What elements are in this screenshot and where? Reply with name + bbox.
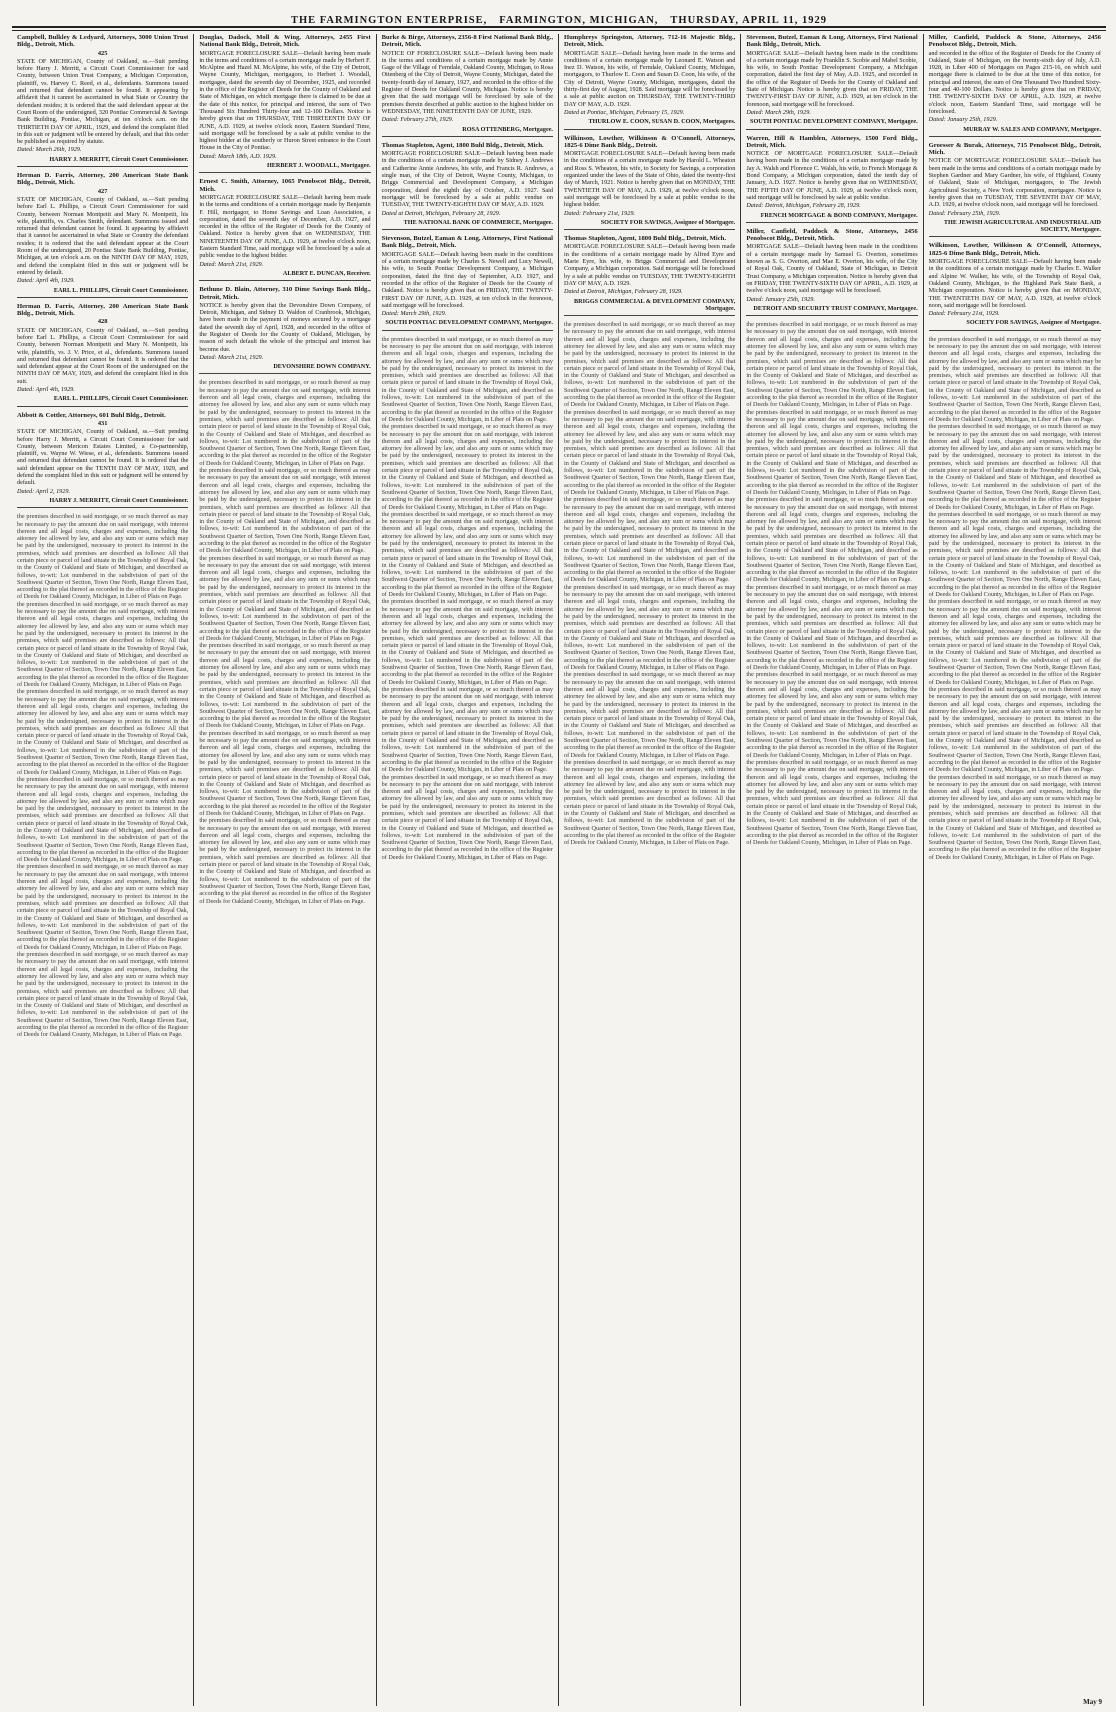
notice-date: Dated: March 26th, 1929.	[17, 146, 82, 154]
notice-continuation-text: the premises described in said mortgage, or so much thereof as may be necessary to pay the amount due on said mortgage, with interest thereon and all legal costs, charges and expenses, including the attorney fee allowed by law, and also any sum or sums which may be paid by the undersigned, necessary to protect its interest in the premises, which said premises are described as follows: All that certain piece or parcel of land situate in the Township of Royal Oak, in the County of Oakland and State of Michigan, and described as follows, to-wit: Lot numbered in the subdivision of part of the Southwest Quarter of Section, Town One North, Range Eleven East, according to the plat thereof as recorded in the office of the Register of Deeds for Oakland County, Michigan, in Liber of Plats on Page.	[563, 758, 736, 847]
notice-date: Dated at Pontiac, Michigan, February 15, 1929.	[563, 108, 685, 116]
notice-heading: Humphreys Springston, Attorney, 712-16 Majestic Bldg., Detroit, Mich.	[563, 34, 736, 49]
notice-signature: MURRAY W. SALES AND COMPANY, Mortgagee.	[963, 125, 1101, 133]
notice-date: Dated: February 21st, 1929.	[563, 209, 635, 217]
masthead-paper-name: THE FARMINGTON ENTERPRISE,	[291, 15, 488, 26]
notice-continuation-text: the premises described in said mortgage, or so much thereof as may be necessary to pay the amount due on said mortgage, with interest thereon and all legal costs, charges and expenses, including the attorney fee allowed by law, and also any sum or sums which may be paid by the undersigned, necessary to protect its interest in the premises, which said premises are described as follows: All that certain piece or parcel of land situate in the Township of Royal Oak, in the County of Oakland and State of Michigan, and described as follows, to-wit: Lot numbered in the subdivision of part of the Southwest Quarter of Section, Town One North, Range Eleven East, according to the plat thereof as recorded in the office of the Register of Deeds for Oakland County, Michigan, in Liber of Plats on Page.	[199, 729, 371, 817]
notice-heading: Burke & Birge, Attorneys, 2356-8 First National Bank Bldg., Detroit, Mich.	[381, 34, 553, 49]
notice-date: Dated: March 21st, 1929.	[199, 260, 264, 268]
notice-body: and recorded in the office of the Register of Deeds for the County of Oakland, State of Michigan, on the twenty-sixth day of July, A.D. 1928, in Liber 400 of Mortgages on Pages 215-16, on which said mortgage there is claimed to be due at the time of this notice, for principal and interest, the sum of One Thousand Two Hundred Sixty-four and 40-100 Dollars. Notice is hereby given that on FRIDAY, THE TWENTY-SIXTH DAY OF APRIL, A.D. 1929, at twelve o'clock noon, Eastern Standard Time, said mortgage will be foreclosed.	[928, 49, 1101, 115]
notice-signature: HARRY J. MERRITT, Circuit Court Commissioner.	[49, 496, 189, 504]
notice-continuation-text: the premises described in said mortgage, or so much thereof as may be necessary to pay the amount due on said mortgage, with interest thereon and all legal costs, charges and expenses, including the attorney fee allowed by law, and also any sum or sums which may be paid by the undersigned, necessary to protect its interest in the premises, which said premises are described as follows: All that certain piece or parcel of land situate in the Township of Royal Oak, in the County of Oakland and State of Michigan, and described as follows, to-wit: Lot numbered in the subdivision of part of the Southwest Quarter of Section, Town One North, Range Eleven East, according to the plat thereof as recorded in the office of the Register of Deeds for Oakland County, Michigan, in Liber of Plats on Page.	[746, 321, 918, 409]
legal-notice	[746, 135, 917, 223]
notice-body: STATE OF MICHIGAN, County of Oakland, ss.—Suit pending before Harry J. Merritt, a Circuit Court Commissioner for said County, between Union Trust Company, a Michigan Corporation, plaintiff, vs. Harvey C. Reed, et al., defendants. Summons issued and returned that defendant cannot be found. It appearing by affidavit that it cannot be ascertained in what State or Country the defendant resides; it is ordered that the said defendant appear at the Court Room of the undersigned, 320 Pontiac Commercial & Savings Bank Building, Pontiac, Michigan, at ten o'clock a.m. on the THIRTIETH DAY OF APRIL, 1929, and defend the complaint filed in this suit or judgment will be entered by default, and that this order be published as required by statute.	[17, 57, 189, 146]
legal-notice	[199, 34, 370, 173]
notice-body: MORTGAGE SALE—Default having been made in the conditions of a certain mortgage made by Franklin S. Scobie and Mabel Scobie, his wife, to South Pontiac Development Company, a Michigan corporation, dated the first day of May, A.D. 1925, and recorded in the office of the Register of Deeds for the County of Oakland and State of Michigan. Notice is hereby given that on FRIDAY, THE TWENTY-FIRST DAY OF JUNE, A.D. 1929, at ten o'clock in the forenoon, said mortgage will be foreclosed.	[746, 49, 918, 108]
notice-body: MORTGAGE FORECLOSURE SALE—Default having been made in the conditions of a certain mortgage made by Alfred Eyre and Marie Eyre, his wife, to Briggs Commercial and Development Company, a Michigan corporation. Said mortgage will be foreclosed by a sale at public vendue on TUESDAY, THE TWENTY-EIGHTH DAY OF MAY, A.D. 1929.	[563, 243, 736, 287]
notice-continuation-text: the premises described in said mortgage, or so much thereof as may be necessary to pay the amount due on said mortgage, with interest thereon and all legal costs, charges and expenses, including the attorney fee allowed by law, and also any sum or sums which may be paid by the undersigned, necessary to protect its interest in the premises, which said premises are described as follows: All that certain piece or parcel of land situate in the Township of Royal Oak, in the County of Oakland and State of Michigan, and described as follows, to-wit: Lot numbered in the subdivision of part of the Southwest Quarter of Section, Town One North, Range Eleven East, according to the plat thereof as recorded in the office of the Register of Deeds for Oakland County, Michigan, in Liber of Plats on Page.	[746, 671, 918, 759]
notice-body: MORTGAGE SALE—Default having been made in the conditions of a certain mortgage made by Charles S. Newell and Lucy Newell, his wife, to South Pontiac Development Company, a Michigan corporation, dated the first day of September, A.D. 1927, and recorded in the office of the Register of Deeds for the County of Oakland. Notice is hereby given that on FRIDAY, THE TWENTY-FIRST DAY OF JUNE, A.D. 1929, at ten o'clock in the forenoon, said mortgage will be foreclosed.	[381, 250, 553, 309]
notice-continuation-text: the premises described in said mortgage, or so much thereof as may be necessary to pay the amount due on said mortgage, with interest thereon and all legal costs, charges and expenses, including the attorney fee allowed by law, and also any sum or sums which may be paid by the undersigned, necessary to protect its interest in the premises, which said premises are described as follows: All that certain piece or parcel of land situate in the Township of Royal Oak, in the County of Oakland and State of Michigan, and described as follows, to-wit: Lot numbered in the subdivision of part of the Southwest Quarter of Section, Town One North, Range Eleven East, according to the plat thereof as recorded in the office of the Register of Deeds for Oakland County, Michigan, in Liber of Plats on Page.	[381, 685, 553, 774]
notice-continuation-text: the premises described in said mortgage, or so much thereof as may be necessary to pay the amount due on said mortgage, with interest thereon and all legal costs, charges and expenses, including the attorney fee allowed by law, and also any sum or sums which may be paid by the undersigned, necessary to protect its interest in the premises, which said premises are described as follows: All that certain piece or parcel of land situate in the Township of Royal Oak, in the County of Oakland and State of Michigan, and described as follows, to-wit: Lot numbered in the subdivision of part of the Southwest Quarter of Section, Town One North, Range Eleven East, according to the plat thereof as recorded in the office of the Register of Deeds for Oakland County, Michigan, in Liber of Plats on Page.	[746, 496, 918, 584]
masthead	[12, 6, 1106, 28]
notice-continuation-text: the premises described in said mortgage, or so much thereof as may be necessary to pay the amount due on said mortgage, with interest thereon and all legal costs, charges and expenses, including the attorney fee allowed by law, and also any sum or sums which may be paid by the undersigned, necessary to protect its interest in the premises, which said premises are described as follows: All that certain piece or parcel of land situate in the Township of Royal Oak, in the County of Oakland and State of Michigan, and described as follows, to-wit: Lot numbered in the subdivision of part of the Southwest Quarter of Section, Town One North, Range Eleven East, according to the plat thereof as recorded in the office of the Register of Deeds for Oakland County, Michigan, in Liber of Plats on Page.	[17, 775, 189, 864]
notice-signature: EARL L. PHILLIPS, Circuit Court Commissioner.	[53, 395, 189, 403]
legal-notice	[17, 412, 188, 509]
legal-notice	[929, 142, 1101, 238]
legal-notice	[746, 34, 917, 130]
notice-continuation-text: the premises described in said mortgage, or so much thereof as may be necessary to pay the amount due on said mortgage, with interest thereon and all legal costs, charges and expenses, including the attorney fee allowed by law, and also any sum or sums which may be paid by the undersigned, necessary to protect its interest in the premises, which said premises are described as follows: All that certain piece or parcel of land situate in the Township of Royal Oak, in the County of Oakland and State of Michigan, and described as follows, to-wit: Lot numbered in the subdivision of part of the Southwest Quarter of Section, Town One North, Range Eleven East, according to the plat thereof as recorded in the office of the Register of Deeds for Oakland County, Michigan, in Liber of Plats on Page.	[563, 321, 736, 409]
notice-heading: Thomas Stapleton, Agent, 1800 Buhl Bldg., Detroit, Mich.	[381, 141, 544, 149]
notice-number: 425	[97, 49, 108, 57]
notice-date: Dated: February 27th, 1929.	[381, 116, 454, 124]
notice-date: Dated: March 18th, A.D. 1929.	[199, 152, 277, 160]
notice-heading: Wilkinson, Lowther, Wilkinson & O'Connell, Attorneys, 1825-6 Dime Bank Bldg., Detroit.	[563, 134, 736, 149]
column-1	[12, 34, 194, 1706]
legal-notice	[382, 34, 553, 137]
column-2	[194, 34, 376, 1706]
notice-continuation-text: the premises described in said mortgage, or so much thereof as may be necessary to pay the amount due on said mortgage, with interest thereon and all legal costs, charges and expenses, including the attorney fee allowed by law, and also any sum or sums which may be paid by the undersigned, necessary to protect its interest in the premises, which said premises are described as follows: All that certain piece or parcel of land situate in the Township of Royal Oak, in the County of Oakland and State of Michigan, and described as follows, to-wit: Lot numbered in the subdivision of part of the Southwest Quarter of Section, Town One North, Range Eleven East, according to the plat thereof as recorded in the office of the Register of Deeds for Oakland County, Michigan, in Liber of Plats on Page.	[563, 496, 736, 584]
notice-continuation-text: the premises described in said mortgage, or so much thereof as may be necessary to pay the amount due on said mortgage, with interest thereon and all legal costs, charges and expenses, including the attorney fee allowed by law, and also any sum or sums which may be paid by the undersigned, necessary to protect its interest in the premises, which said premises are described as follows: All that certain piece or parcel of land situate in the Township of Royal Oak, in the County of Oakland and State of Michigan, and described as follows, to-wit: Lot numbered in the subdivision of part of the Southwest Quarter of Section, Town One North, Range Eleven East, according to the plat thereof as recorded in the office of the Register of Deeds for Oakland County, Michigan, in Liber of Plats on Page.	[746, 758, 918, 847]
notice-body: NOTICE OF MORTGAGE FORECLOSURE SALE—Default having been made in the conditions of a certain mortgage made by Jay A. Walsh and Florence C. Walsh, his wife, to French Mortgage & Bond Company, a Michigan corporation, dated the tenth day of January, A.D. 1927. Notice is hereby given that on WEDNESDAY, THE FIFTH DAY OF JUNE, A.D. 1929, at twelve o'clock noon, said mortgage will be foreclosed by sale at public vendue.	[746, 150, 918, 201]
notice-signature: DETROIT AND SECURITY TRUST COMPANY, Mortgagee.	[753, 304, 918, 312]
legal-notice	[929, 34, 1101, 137]
legal-notice	[382, 235, 553, 331]
notice-heading: Groesser & Burak, Attorneys, 715 Penobscot Bldg., Detroit, Mich.	[928, 141, 1101, 157]
legal-notice	[199, 286, 370, 374]
notice-body: MORTGAGE FORECLOSURE SALE—Default having been made in the terms and conditions of a certain mortgage made by Herbert F. McAlpine and Hazel M. McAlpine, his wife, of the City of Detroit, Wayne County, Michigan, mortgagors, to Herbert J. Woodall, mortgagee, dated the seventh day of December, 1925, and recorded in the office of the Register of Deeds for the County of Oakland and State of Michigan, on which mortgage there is claimed to be due at the date of this notice, for principal and interest, the sum of Two Thousand Six Hundred Thirty-four and 12-100 Dollars. Notice is hereby given that on THURSDAY, THE THIRTEENTH DAY OF JUNE, A.D. 1929, at twelve o'clock noon, Eastern Standard Time, said mortgage will be foreclosed by a sale at public vendue to the highest bidder at the southerly or Huron Street entrance to the Court House in the City of Pontiac.	[199, 49, 371, 152]
legal-notice	[17, 303, 188, 407]
legal-notice	[564, 135, 735, 231]
legal-notice	[199, 178, 370, 281]
notice-continuation-text: the premises described in said mortgage, or so much thereof as may be necessary to pay the amount due on said mortgage, with interest thereon and all legal costs, charges and expenses, including the attorney fee allowed by law, and also any sum or sums which may be paid by the undersigned, necessary to protect its interest in the premises, which said premises are described as follows: All that certain piece or parcel of land situate in the Township of Royal Oak, in the County of Oakland and State of Michigan, and described as follows, to-wit: Lot numbered in the subdivision of part of the Southwest Quarter of Section, Town One North, Range Eleven East, according to the plat thereof as recorded in the office of the Register of Deeds for Oakland County, Michigan, in Liber of Plats on Page.	[746, 408, 918, 496]
masthead-location: FARMINGTON, MICHIGAN,	[499, 15, 659, 26]
notice-body: STATE OF MICHIGAN, County of Oakland, ss.—Suit pending before Earl L. Phillips, a Circuit Court Commissioner for said County, between Norman Montpetit and Mary N. Montpetit, his wife, plaintiffs, vs. Charles Smith, defendant. Summons issued and returned that defendant cannot be found. It appearing by affidavit that it cannot be ascertained in what State or Country the defendant resides; it is ordered that the said defendant appear at the Court Room of the undersigned, 20 Pontiac State Bank Building, Pontiac, Michigan, at ten o'clock a.m. on the NINTH DAY OF MAY, 1929, and defend the complaint filed in this suit or judgment will be entered by default.	[17, 195, 189, 276]
notice-heading: Herman D. Farris, Attorney, 200 American State Bank Bldg., Detroit, Mich.	[17, 172, 189, 187]
notice-continuation-text: the premises described in said mortgage, or so much thereof as may be necessary to pay the amount due on said mortgage, with interest thereon and all legal costs, charges and expenses, including the attorney fee allowed by law, and also any sum or sums which may be paid by the undersigned, necessary to protect its interest in the premises, which said premises are described as follows: All that certain piece or parcel of land situate in the Township of Royal Oak, in the County of Oakland and State of Michigan, and described as follows, to-wit: Lot numbered in the subdivision of part of the Southwest Quarter of Section, Town One North, Range Eleven East, according to the plat thereof as recorded in the office of the Register of Deeds for Oakland County, Michigan, in Liber of Plats on Page.	[928, 510, 1101, 599]
notice-continuation-text: the premises described in said mortgage, or so much thereof as may be necessary to pay the amount due on said mortgage, with interest thereon and all legal costs, charges and expenses, including the attorney fee allowed by law, and also any sum or sums which may be paid by the undersigned, necessary to protect its interest in the premises, which said premises are described as follows: All that certain piece or parcel of land situate in the Township of Royal Oak, in the County of Oakland and State of Michigan, and described as follows, to-wit: Lot numbered in the subdivision of part of the Southwest Quarter of Section, Town One North, Range Eleven East, according to the plat thereof as recorded in the office of the Register of Deeds for Oakland County, Michigan, in Liber of Plats on Page.	[928, 335, 1101, 423]
notice-signature: EARL L. PHILLIPS, Circuit Court Commissioner.	[53, 286, 189, 294]
notice-heading: Miller, Canfield, Paddock & Stone, Attorneys, 2456 Penobscot Bldg., Detroit, Mich.	[746, 227, 918, 243]
notice-signature: FRENCH MORTGAGE & BOND COMPANY, Mortgagee.	[760, 211, 918, 219]
masthead-date: THURSDAY, APRIL 11, 1929	[670, 15, 827, 26]
notice-date: Dated: March 21st, 1929.	[199, 353, 264, 361]
notice-heading: Wilkinson, Lowther, Wilkinson & O'Connell, Attorneys, 1825-6 Dime Bank Bldg., Detroit, Mich.	[928, 242, 1101, 257]
legal-notice	[929, 242, 1101, 330]
notice-date: Dated: January 25th, 1929.	[746, 295, 815, 303]
notice-heading: Herman D. Farris, Attorney, 200 American State Bank Bldg., Detroit, Mich.	[17, 302, 189, 318]
legal-notice	[564, 34, 735, 130]
notice-continuation-text: the premises described in said mortgage, or so much thereof as may be necessary to pay the amount due on said mortgage, with interest thereon and all legal costs, charges and expenses, including the attorney fee allowed by law, and also any sum or sums which may be paid by the undersigned, necessary to protect its interest in the premises, which said premises are described as follows: All that certain piece or parcel of land situate in the Township of Royal Oak, in the County of Oakland and State of Michigan, and described as follows, to-wit: Lot numbered in the subdivision of part of the Southwest Quarter of Section, Town One North, Range Eleven East, according to the plat thereof as recorded in the office of the Register of Deeds for Oakland County, Michigan, in Liber of Plats on Page.	[17, 951, 189, 1039]
notice-continuation-text: the premises described in said mortgage, or so much thereof as may be necessary to pay the amount due on said mortgage, with interest thereon and all legal costs, charges and expenses, including the attorney fee allowed by law, and also any sum or sums which may be paid by the undersigned, necessary to protect its interest in the premises, which said premises are described as follows: All that certain piece or parcel of land situate in the Township of Royal Oak, in the County of Oakland and State of Michigan, and described as follows, to-wit: Lot numbered in the subdivision of part of the Southwest Quarter of Section, Town One North, Range Eleven East, according to the plat thereof as recorded in the office of the Register of Deeds for Oakland County, Michigan, in Liber of Plats on Page.	[928, 773, 1101, 861]
notice-signature: HERBERT J. WOODALL, Mortgagee.	[266, 162, 371, 170]
notice-signature: HARRY J. MERRITT, Circuit Court Commissioner.	[49, 155, 189, 163]
legal-notice	[382, 142, 553, 230]
notice-date: Dated: Detroit, Michigan, February 28, 1929.	[746, 202, 861, 210]
notice-body: MORTGAGE FORECLOSURE SALE—Default having been made in the conditions of a certain mortgage made by Charles E. Walker and Alpine W. Walker, his wife, of the Township of Royal Oak, Oakland County, Michigan, to the Highland Park State Bank, a Michigan corporation. Notice is hereby given that on MONDAY, THE TWENTIETH DAY OF MAY, A.D. 1929, at twelve o'clock noon, said mortgage will be foreclosed.	[928, 258, 1101, 309]
notice-heading: Douglas, Dadock, Moll & Wing, Attorneys, 2455 First National Bank Bldg., Detroit, Mich.	[199, 34, 371, 49]
notice-signature: SOCIETY FOR SAVINGS, Assignee of Mortgagee.	[966, 319, 1101, 327]
notice-date: Dated: March 29th, 1929.	[381, 310, 447, 318]
notice-date: Dated: March 29th, 1929.	[746, 108, 811, 116]
notice-date: Dated: April 4th, 1929.	[17, 386, 75, 394]
notice-date: Dated: April 4th, 1929.	[17, 277, 75, 285]
masthead-rule	[12, 30, 1106, 31]
notice-heading: Abbott & Cottler, Attorneys, 601 Buhl Bldg., Detroit.	[17, 411, 166, 419]
notice-heading: Thomas Stapleton, Agent, 1800 Buhl Bldg., Detroit, Mich.	[563, 235, 726, 243]
notice-continuation-text: the premises described in said mortgage, or so much thereof as may be necessary to pay the amount due on said mortgage, with interest thereon and all legal costs, charges and expenses, including the attorney fee allowed by law, and also any sum or sums which may be paid by the undersigned, necessary to protect its interest in the premises, which said premises are described as follows: All that certain piece or parcel of land situate in the Township of Royal Oak, in the County of Oakland and State of Michigan, and described as follows, to-wit: Lot numbered in the subdivision of part of the Southwest Quarter of Section, Town One North, Range Eleven East, according to the plat thereof as recorded in the office of the Register of Deeds for Oakland County, Michigan, in Liber of Plats on Page.	[381, 510, 553, 599]
notice-date: Dated: January 25th, 1929.	[928, 116, 998, 124]
notice-continuation-text: the premises described in said mortgage, or so much thereof as may be necessary to pay the amount due on said mortgage, with interest thereon and all legal costs, charges and expenses, including the attorney fee allowed by law, and also any sum or sums which may be paid by the undersigned, necessary to protect its interest in the premises, which said premises are described as follows: All that certain piece or parcel of land situate in the Township of Royal Oak, in the County of Oakland and State of Michigan, and described as follows, to-wit: Lot numbered in the subdivision of part of the Southwest Quarter of Section, Town One North, Range Eleven East, according to the plat thereof as recorded in the office of the Register of Deeds for Oakland County, Michigan, in Liber of Plats on Page.	[17, 688, 189, 776]
notice-signature: THURLOW E. COON, SUSAN D. COON, Mortgagees.	[588, 118, 736, 126]
notice-body: MORTGAGE FORECLOSURE SALE—Default having been made in the conditions of a certain mortgage made by Harold L. Wheaton and Ross S. Wheaton, his wife, to Society for Savings, a corporation organized under the laws of the State of Ohio, dated the twenty-first day of March, 1921. Notice is hereby given that on MONDAY, THE TWENTIETH DAY OF MAY, A.D. 1929, at twelve o'clock noon, said mortgage will be foreclosed by a sale at public vendue to the highest bidder.	[563, 150, 736, 209]
notice-continuation-text: the premises described in said mortgage, or so much thereof as may be necessary to pay the amount due on said mortgage, with interest thereon and all legal costs, charges and expenses, including the attorney fee allowed by law, and also any sum or sums which may be paid by the undersigned, necessary to protect its interest in the premises, which said premises are described as follows: All that certain piece or parcel of land situate in the Township of Royal Oak, in the County of Oakland and State of Michigan, and described as follows, to-wit: Lot numbered in the subdivision of part of the Southwest Quarter of Section, Town One North, Range Eleven East, according to the plat thereof as recorded in the office of the Register of Deeds for Oakland County, Michigan, in Liber of Plats on Page.	[381, 335, 553, 423]
notice-signature: BRIGGS COMMERCIAL & DEVELOPMENT COMPANY, Mortgagee.	[574, 297, 736, 312]
notice-body: STATE OF MICHIGAN, County of Oakland, ss.—Suit pending before Earl L. Phillips, a Circuit Court Commissioner for said County, between Norman Montpetit and Mary N. Montpetit, his wife, plaintiffs, vs. J. V. Price, et al., defendants. Summons issued and returned that defendant cannot be found. It is ordered that the said defendant appear at the Court Room of the undersigned on the NINTH DAY OF MAY, 1929, and defend the complaint filed in this suit.	[17, 326, 189, 385]
notice-body: MORTGAGE SALE—Default having been made in the conditions of a certain mortgage made by Samuel G. Overton, sometimes known as S. G. Overton, and Mae E. Overton, his wife, of the City of Royal Oak, County of Oakland, State of Michigan, to Detroit Trust Company, a Michigan corporation. Notice is hereby given that on FRIDAY, THE TWENTY-SIXTH DAY OF APRIL, A.D. 1929, at twelve o'clock noon, said mortgage will be foreclosed.	[746, 243, 918, 295]
notice-heading: Stevenson, Butzel, Eaman & Long, Attorneys, First National Bank Bldg., Detroit, Mich.	[746, 34, 918, 49]
legal-notice	[564, 235, 735, 316]
notice-signature: SOUTH PONTIAC DEVELOPMENT COMPANY, Mortgagee.	[750, 118, 918, 126]
notice-continuation-text: the premises described in said mortgage, or so much thereof as may be necessary to pay the amount due on said mortgage, with interest thereon and all legal costs, charges and expenses, including the attorney fee allowed by law, and also any sum or sums which may be paid by the undersigned, necessary to protect its interest in the premises, which said premises are described as follows: All that certain piece or parcel of land situate in the Township of Royal Oak, in the County of Oakland and State of Michigan, and described as follows, to-wit: Lot numbered in the subdivision of part of the Southwest Quarter of Section, Town One North, Range Eleven East, according to the plat thereof as recorded in the office of the Register of Deeds for Oakland County, Michigan, in Liber of Plats on Page.	[928, 598, 1101, 686]
notice-signature: SOCIETY FOR SAVINGS, Assignee of Mortgagee.	[600, 218, 736, 226]
notice-continuation-text: the premises described in said mortgage, or so much thereof as may be necessary to pay the amount due on said mortgage, with interest thereon and all legal costs, charges and expenses, including the attorney fee allowed by law, and also any sum or sums which may be paid by the undersigned, necessary to protect its interest in the premises, which said premises are described as follows: All that certain piece or parcel of land situate in the Township of Royal Oak, in the County of Oakland and State of Michigan, and described as follows, to-wit: Lot numbered in the subdivision of part of the Southwest Quarter of Section, Town One North, Range Eleven East, according to the plat thereof as recorded in the office of the Register of Deeds for Oakland County, Michigan, in Liber of Plats on Page.	[17, 863, 189, 951]
notice-signature: SOUTH PONTIAC DEVELOPMENT COMPANY, Mortgagee.	[385, 319, 553, 327]
notice-date: Dated: April 2, 1929.	[17, 487, 70, 495]
notice-continuation-text: the premises described in said mortgage, or so much thereof as may be necessary to pay the amount due on said mortgage, with interest thereon and all legal costs, charges and expenses, including the attorney fee allowed by law, and also any sum or sums which may be paid by the undersigned, necessary to protect its interest in the premises, which said premises are described as follows: All that certain piece or parcel of land situate in the Township of Royal Oak, in the County of Oakland and State of Michigan, and described as follows, to-wit: Lot numbered in the subdivision of part of the Southwest Quarter of Section, Town One North, Range Eleven East, according to the plat thereof as recorded in the office of the Register of Deeds for Oakland County, Michigan, in Liber of Plats on Page.	[199, 379, 371, 467]
notice-continuation-text: the premises described in said mortgage, or so much thereof as may be necessary to pay the amount due on said mortgage, with interest thereon and all legal costs, charges and expenses, including the attorney fee allowed by law, and also any sum or sums which may be paid by the undersigned, necessary to protect its interest in the premises, which said premises are described as follows: All that certain piece or parcel of land situate in the Township of Royal Oak, in the County of Oakland and State of Michigan, and described as follows, to-wit: Lot numbered in the subdivision of part of the Southwest Quarter of Section, Town One North, Range Eleven East, according to the plat thereof as recorded in the office of the Register of Deeds for Oakland County, Michigan, in Liber of Plats on Page.	[563, 583, 736, 672]
notice-continuation-text: the premises described in said mortgage, or so much thereof as may be necessary to pay the amount due on said mortgage, with interest thereon and all legal costs, charges and expenses, including the attorney fee allowed by law, and also any sum or sums which may be paid by the undersigned, necessary to protect its interest in the premises, which said premises are described as follows: All that certain piece or parcel of land situate in the Township of Royal Oak, in the County of Oakland and State of Michigan, and described as follows, to-wit: Lot numbered in the subdivision of part of the Southwest Quarter of Section, Town One North, Range Eleven East, according to the plat thereof as recorded in the office of the Register of Deeds for Oakland County, Michigan, in Liber of Plats on Page.	[746, 583, 918, 672]
notice-signature: ROSA OTTENBERG, Mortgagee.	[462, 125, 553, 133]
legal-notices-columns	[12, 34, 1106, 1706]
notice-continuation-text: the premises described in said mortgage, or so much thereof as may be necessary to pay the amount due on said mortgage, with interest thereon and all legal costs, charges and expenses, including the attorney fee allowed by law, and also any sum or sums which may be paid by the undersigned, necessary to protect its interest in the premises, which said premises are described as follows: All that certain piece or parcel of land situate in the Township of Royal Oak, in the County of Oakland and State of Michigan, and described as follows, to-wit: Lot numbered in the subdivision of part of the Southwest Quarter of Section, Town One North, Range Eleven East, according to the plat thereof as recorded in the office of the Register of Deeds for Oakland County, Michigan, in Liber of Plats on Page.	[928, 685, 1101, 774]
notice-heading: Stevenson, Butzel, Eaman & Long, Attorneys, First National Bank Bldg., Detroit, Mich.	[381, 235, 553, 250]
notice-signature: THE JEWISH AGRICULTURAL AND INDUSTRIAL AID SOCIETY, Mortgagee.	[943, 218, 1101, 234]
notice-body: MORTGAGE SALE—Default having been made in the terms and conditions of a certain mortgage made by Leonard E. Watson and Inez D. Watson, his wife, of Ferndale, Oakland County, Michigan, mortgagors, to Thurlow E. Coon and Susan D. Coon, his wife, of the City of Detroit, Wayne County, Michigan, mortgagees, dated the thirty-first day of August, 1928. Said mortgage will be foreclosed by a sale at public auction on THURSDAY, THE TWENTY-THIRD DAY OF MAY, A.D. 1929.	[563, 49, 736, 108]
notice-heading: Miller, Canfield, Paddock & Stone, Attorneys, 2456 Penobscot Bldg., Detroit, Mich.	[928, 34, 1101, 49]
notice-number: 427	[97, 187, 108, 195]
notice-signature: DEVONSHIRE DOWN COMPANY.	[273, 363, 371, 371]
legal-notice	[17, 34, 188, 167]
column-4	[559, 34, 741, 1706]
notice-heading: Ernest C. Smith, Attorney, 1065 Penobscot Bldg., Detroit, Mich.	[199, 178, 371, 193]
notice-continuation-text: the premises described in said mortgage, or so much thereof as may be necessary to pay the amount due on said mortgage, with interest thereon and all legal costs, charges and expenses, including the attorney fee allowed by law, and also any sum or sums which may be paid by the undersigned, necessary to protect its interest in the premises, which said premises are described as follows: All that certain piece or parcel of land situate in the Township of Royal Oak, in the County of Oakland and State of Michigan, and described as follows, to-wit: Lot numbered in the subdivision of part of the Southwest Quarter of Section, Town One North, Range Eleven East, according to the plat thereof as recorded in the office of the Register of Deeds for Oakland County, Michigan, in Liber of Plats on Page.	[199, 642, 371, 730]
notice-continuation-text: the premises described in said mortgage, or so much thereof as may be necessary to pay the amount due on said mortgage, with interest thereon and all legal costs, charges and expenses, including the attorney fee allowed by law, and also any sum or sums which may be paid by the undersigned, necessary to protect its interest in the premises, which said premises are described as follows: All that certain piece or parcel of land situate in the Township of Royal Oak, in the County of Oakland and State of Michigan, and described as follows, to-wit: Lot numbered in the subdivision of part of the Southwest Quarter of Section, Town One North, Range Eleven East, according to the plat thereof as recorded in the office of the Register of Deeds for Oakland County, Michigan, in Liber of Plats on Page.	[381, 598, 553, 686]
notice-body: MORTGAGE FORECLOSURE SALE—Default having been made in the terms and conditions of a certain mortgage made by Benjamin F. Hill, mortgagor, to Home Savings and Loan Association, a corporation, dated the seventh day of December, A.D. 1927, and recorded in the office of the Register of Deeds for the County of Oakland. Notice is hereby given that on WEDNESDAY, THE NINETEENTH DAY OF JUNE, A.D. 1929, at twelve o'clock noon, Eastern Standard Time, said mortgage will be foreclosed by a sale at public vendue to the highest bidder.	[199, 193, 371, 260]
notice-date: Dated at Detroit, Michigan, February 28, 1929.	[563, 288, 683, 296]
notice-signature: ALBERT E. DUNCAN, Receiver.	[282, 269, 371, 277]
notice-continuation-text: the premises described in said mortgage, or so much thereof as may be necessary to pay the amount due on said mortgage, with interest thereon and all legal costs, charges and expenses, including the attorney fee allowed by law, and also any sum or sums which may be paid by the undersigned, necessary to protect its interest in the premises, which said premises are described as follows: All that certain piece or parcel of land situate in the Township of Royal Oak, in the County of Oakland and State of Michigan, and described as follows, to-wit: Lot numbered in the subdivision of part of the Southwest Quarter of Section, Town One North, Range Eleven East, according to the plat thereof as recorded in the office of the Register of Deeds for Oakland County, Michigan, in Liber of Plats on Page.	[928, 423, 1101, 511]
legal-notice	[17, 172, 188, 298]
notice-continuation-text: the premises described in said mortgage, or so much thereof as may be necessary to pay the amount due on said mortgage, with interest thereon and all legal costs, charges and expenses, including the attorney fee allowed by law, and also any sum or sums which may be paid by the undersigned, necessary to protect its interest in the premises, which said premises are described as follows: All that certain piece or parcel of land situate in the Township of Royal Oak, in the County of Oakland and State of Michigan, and described as follows, to-wit: Lot numbered in the subdivision of part of the Southwest Quarter of Section, Town One North, Range Eleven East, according to the plat thereof as recorded in the office of the Register of Deeds for Oakland County, Michigan, in Liber of Plats on Page.	[199, 554, 371, 642]
notice-continuation-text: the premises described in said mortgage, or so much thereof as may be necessary to pay the amount due on said mortgage, with interest thereon and all legal costs, charges and expenses, including the attorney fee allowed by law, and also any sum or sums which may be paid by the undersigned, necessary to protect its interest in the premises, which said premises are described as follows: All that certain piece or parcel of land situate in the Township of Royal Oak, in the County of Oakland and State of Michigan, and described as follows, to-wit: Lot numbered in the subdivision of part of the Southwest Quarter of Section, Town One North, Range Eleven East, according to the plat thereof as recorded in the office of the Register of Deeds for Oakland County, Michigan, in Liber of Plats on Page.	[199, 817, 371, 905]
notice-date: Dated: February 25th, 1929.	[928, 209, 1001, 217]
page-folio: May 9	[1083, 1698, 1102, 1706]
notice-continuation-text: the premises described in said mortgage, or so much thereof as may be necessary to pay the amount due on said mortgage, with interest thereon and all legal costs, charges and expenses, including the attorney fee allowed by law, and also any sum or sums which may be paid by the undersigned, necessary to protect its interest in the premises, which said premises are described as follows: All that certain piece or parcel of land situate in the Township of Royal Oak, in the County of Oakland and State of Michigan, and described as follows, to-wit: Lot numbered in the subdivision of part of the Southwest Quarter of Section, Town One North, Range Eleven East, according to the plat thereof as recorded in the office of the Register of Deeds for Oakland County, Michigan, in Liber of Plats on Page.	[17, 600, 189, 689]
notice-continuation-text: the premises described in said mortgage, or so much thereof as may be necessary to pay the amount due on said mortgage, with interest thereon and all legal costs, charges and expenses, including the attorney fee allowed by law, and also any sum or sums which may be paid by the undersigned, necessary to protect its interest in the premises, which said premises are described as follows: All that certain piece or parcel of land situate in the Township of Royal Oak, in the County of Oakland and State of Michigan, and described as follows, to-wit: Lot numbered in the subdivision of part of the Southwest Quarter of Section, Town One North, Range Eleven East, according to the plat thereof as recorded in the office of the Register of Deeds for Oakland County, Michigan, in Liber of Plats on Page.	[563, 671, 736, 759]
notice-continuation-text: the premises described in said mortgage, or so much thereof as may be necessary to pay the amount due on said mortgage, with interest thereon and all legal costs, charges and expenses, including the attorney fee allowed by law, and also any sum or sums which may be paid by the undersigned, necessary to protect its interest in the premises, which said premises are described as follows: All that certain piece or parcel of land situate in the Township of Royal Oak, in the County of Oakland and State of Michigan, and described as follows, to-wit: Lot numbered in the subdivision of part of the Southwest Quarter of Section, Town One North, Range Eleven East, according to the plat thereof as recorded in the office of the Register of Deeds for Oakland County, Michigan, in Liber of Plats on Page.	[381, 773, 553, 861]
notice-body: NOTICE OF FORECLOSURE SALE—Default having been made in the terms and conditions of a certain mortgage made by Annie Gage of the Village of Ferndale, Oakland County, Michigan, to Rosa Ottenberg of the City of Detroit, Wayne County, Michigan, dated the twenty-fourth day of January, 1927, and recorded in the office of the Register of Deeds for Oakland County, Michigan. Notice is hereby given that the said mortgage will be foreclosed by sale of the premises therein described at public auction to the highest bidder on WEDNESDAY, THE NINETEENTH DAY OF JUNE, 1929.	[381, 49, 553, 115]
notice-body: NOTICE OF MORTGAGE FORECLOSURE SALE—Default has been made in the terms and conditions of a certain mortgage made by Stephen Gardner and Mary Gardner, his wife, of Highland, County of Oakland, State of Michigan, mortgagors, to The Jewish Agricultural Society, a New York corporation, mortgagee. Notice is hereby given that on TUESDAY, THE SEVENTH DAY OF MAY, A.D. 1929, at twelve o'clock noon, said mortgage will be foreclosed.	[928, 157, 1101, 209]
column-6	[924, 34, 1106, 1706]
notice-body: MORTGAGE FORECLOSURE SALE—Default having been made in the conditions of a certain mortgage made by Sidney J. Andrews and Catherine Annie Andrews, his wife, and Francis R. Andrews, a single man, of the City of Detroit, Wayne County, Michigan, to Briggs Commercial and Development Company, a Michigan corporation, dated the eighth day of October, A.D. 1927. Said mortgage will be foreclosed by a sale at public vendue on TUESDAY, THE TWENTY-EIGHTH DAY OF MAY, A.D. 1929.	[381, 150, 553, 209]
notice-date: Dated at Detroit, Michigan, February 28, 1929.	[381, 209, 501, 217]
notice-number: 428	[97, 318, 108, 326]
notice-continuation-text: the premises described in said mortgage, or so much thereof as may be necessary to pay the amount due on said mortgage, with interest thereon and all legal costs, charges and expenses, including the attorney fee allowed by law, and also any sum or sums which may be paid by the undersigned, necessary to protect its interest in the premises, which said premises are described as follows: All that certain piece or parcel of land situate in the Township of Royal Oak, in the County of Oakland and State of Michigan, and described as follows, to-wit: Lot numbered in the subdivision of part of the Southwest Quarter of Section, Town One North, Range Eleven East, according to the plat thereof as recorded in the office of the Register of Deeds for Oakland County, Michigan, in Liber of Plats on Page.	[199, 467, 371, 555]
notice-date: Dated: February 21st, 1929.	[928, 310, 1000, 318]
notice-signature: THE NATIONAL BANK OF COMMERCE, Mortgagee.	[403, 218, 553, 226]
notice-body: NOTICE is hereby given that the Devonshire Down Company, of Detroit, Michigan, and Sidney D. Waldon of Cranbrook, Michigan, have been made in the payment of moneys secured by a mortgage dated the seventh day of April, 1928, and recorded in the office of the Register of Deeds for the County of Oakland, Michigan, by reason of such default the whole of the principal and interest has become due.	[199, 301, 371, 353]
notice-number: 431	[97, 419, 108, 427]
notice-heading: Bethune D. Blain, Attorney, 310 Dime Savings Bank Bldg., Detroit, Mich.	[199, 286, 371, 301]
legal-notice	[746, 228, 917, 316]
notice-continuation-text: the premises described in said mortgage, or so much thereof as may be necessary to pay the amount due on said mortgage, with interest thereon and all legal costs, charges and expenses, including the attorney fee allowed by law, and also any sum or sums which may be paid by the undersigned, necessary to protect its interest in the premises, which said premises are described as follows: All that certain piece or parcel of land situate in the Township of Royal Oak, in the County of Oakland and State of Michigan, and described as follows, to-wit: Lot numbered in the subdivision of part of the Southwest Quarter of Section, Town One North, Range Eleven East, according to the plat thereof as recorded in the office of the Register of Deeds for Oakland County, Michigan, in Liber of Plats on Page.	[563, 408, 736, 496]
notice-continuation-text: the premises described in said mortgage, or so much thereof as may be necessary to pay the amount due on said mortgage, with interest thereon and all legal costs, charges and expenses, including the attorney fee allowed by law, and also any sum or sums which may be paid by the undersigned, necessary to protect its interest in the premises, which said premises are described as follows: All that certain piece or parcel of land situate in the Township of Royal Oak, in the County of Oakland and State of Michigan, and described as follows, to-wit: Lot numbered in the subdivision of part of the Southwest Quarter of Section, Town One North, Range Eleven East, according to the plat thereof as recorded in the office of the Register of Deeds for Oakland County, Michigan, in Liber of Plats on Page.	[17, 513, 189, 601]
column-5	[741, 34, 923, 1706]
notice-heading: Warren, Hill & Hamblen, Attorneys, 1500 Ford Bldg., Detroit, Mich.	[746, 134, 918, 149]
notice-heading: Campbell, Bulkley & Ledyard, Attorneys, 3000 Union Trust Bldg., Detroit, Mich.	[17, 34, 189, 49]
notice-body: STATE OF MICHIGAN, County of Oakland, ss.—Suit pending before Harry J. Merritt, a Circuit Court Commissioner for said County, between Mericon Estates Limited, a Co-partnership, plaintiff, vs. Wayne W. Wiese, et al., defendants. Summons issued and returned that defendant cannot be found. It is ordered that the said defendant appear on the TENTH DAY OF MAY, 1929, and defend the complaint filed in this suit or judgment will be entered by default.	[17, 428, 189, 487]
notice-continuation-text: the premises described in said mortgage, or so much thereof as may be necessary to pay the amount due on said mortgage, with interest thereon and all legal costs, charges and expenses, including the attorney fee allowed by law, and also any sum or sums which may be paid by the undersigned, necessary to protect its interest in the premises, which said premises are described as follows: All that certain piece or parcel of land situate in the Township of Royal Oak, in the County of Oakland and State of Michigan, and described as follows, to-wit: Lot numbered in the subdivision of part of the Southwest Quarter of Section, Town One North, Range Eleven East, according to the plat thereof as recorded in the office of the Register of Deeds for Oakland County, Michigan, in Liber of Plats on Page.	[381, 423, 553, 511]
column-3	[377, 34, 559, 1706]
